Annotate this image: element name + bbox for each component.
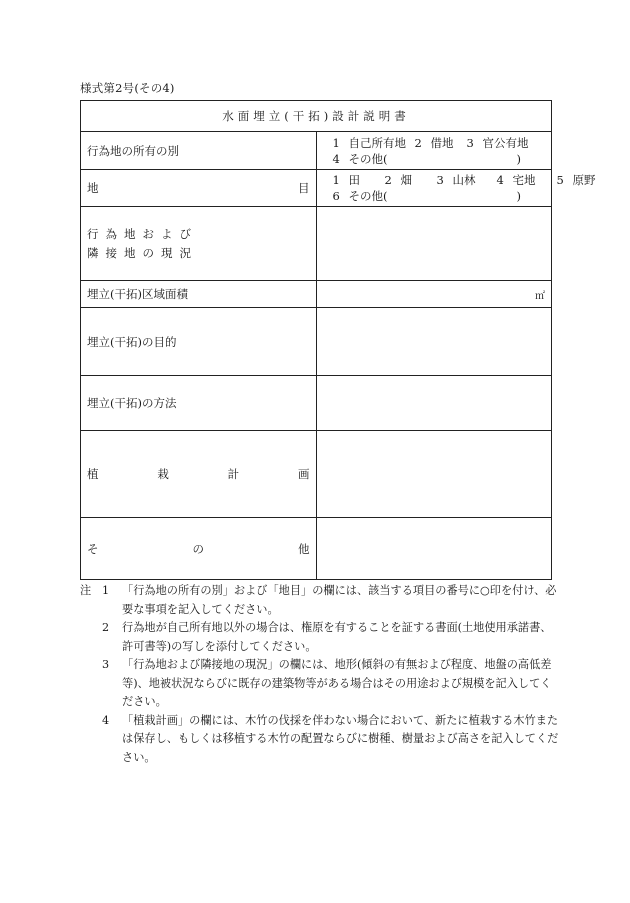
other-row bbox=[81, 518, 552, 580]
site-status-field[interactable] bbox=[316, 207, 552, 281]
method-field[interactable] bbox=[316, 376, 552, 431]
form-title: 水面埋立(干拓)設計説明書 bbox=[81, 101, 552, 132]
area-label: 埋立(干拓)区域面積 bbox=[81, 281, 317, 308]
planting-field[interactable] bbox=[316, 431, 552, 518]
design-description-table bbox=[80, 100, 596, 580]
other-field[interactable] bbox=[316, 518, 552, 580]
note-item: 3 「行為地および隣接地の現況」の欄には、地形(傾斜の有無および程度、地盤の高低差等)、地被状況ならびに既存の建築物等がある場合はその用途および規模を記入してください。 bbox=[102, 658, 552, 708]
other-label: そ の 他 bbox=[81, 518, 317, 580]
land-category-row bbox=[81, 170, 552, 207]
owner-row bbox=[81, 132, 552, 170]
site-status-row bbox=[81, 207, 552, 281]
site-status-label bbox=[81, 207, 317, 281]
square-meter-unit: ㎡ bbox=[535, 290, 545, 302]
owner-options-line2: 4 その他( ) bbox=[332, 151, 521, 166]
land-category-options[interactable] bbox=[316, 170, 596, 207]
planting-label: 植 栽 計 画 bbox=[81, 431, 317, 518]
note-item: 2 行為地が自己所有地以外の場合は、権原を有することを証する書面(土地使用承諾書、許可書等)の写しを添付してください。 bbox=[102, 621, 552, 653]
purpose-label: 埋立(干拓)の目的 bbox=[81, 308, 317, 376]
planting-row bbox=[81, 431, 552, 518]
land-category-label: 地 目 bbox=[81, 170, 317, 207]
land-category-options-line1: 1 田 2 畑 3 山林 4 宅地 5 原野 bbox=[332, 173, 596, 187]
title-row bbox=[81, 101, 552, 132]
site-status-label-line2: 隣接地の現況 bbox=[87, 245, 198, 260]
note-item: 4 「植栽計画」の欄には、木竹の伐採を伴わない場合において、新たに植栽する木竹または保存し、もしくは移植する木竹の配置ならびに樹種、樹量および高さを記入してください。 bbox=[102, 713, 559, 764]
purpose-row bbox=[81, 308, 552, 376]
area-field[interactable] bbox=[316, 281, 552, 308]
land-category-options-line2: 6 その他( ) bbox=[332, 189, 521, 203]
purpose-field[interactable] bbox=[316, 308, 552, 376]
method-row bbox=[81, 376, 552, 431]
method-label: 埋立(干拓)の方法 bbox=[81, 376, 317, 431]
owner-label: 行為地の所有の別 bbox=[81, 132, 317, 170]
owner-options[interactable] bbox=[316, 132, 552, 170]
notes-section bbox=[80, 582, 560, 767]
notes-prefix: 注 bbox=[80, 584, 92, 597]
owner-options-line1: 1 自己所有地 2 借地 3 官公有地 bbox=[332, 135, 529, 150]
site-status-label-line1: 行為地および bbox=[87, 226, 198, 241]
form-number-label: 様式第2号(その4) bbox=[80, 81, 175, 95]
area-row bbox=[81, 281, 552, 308]
note-item: 注 1 「行為地の所有の別」および「地目」の欄には、該当する項目の番号に○印を付け、必要な事項を記入してください。 bbox=[80, 582, 560, 619]
